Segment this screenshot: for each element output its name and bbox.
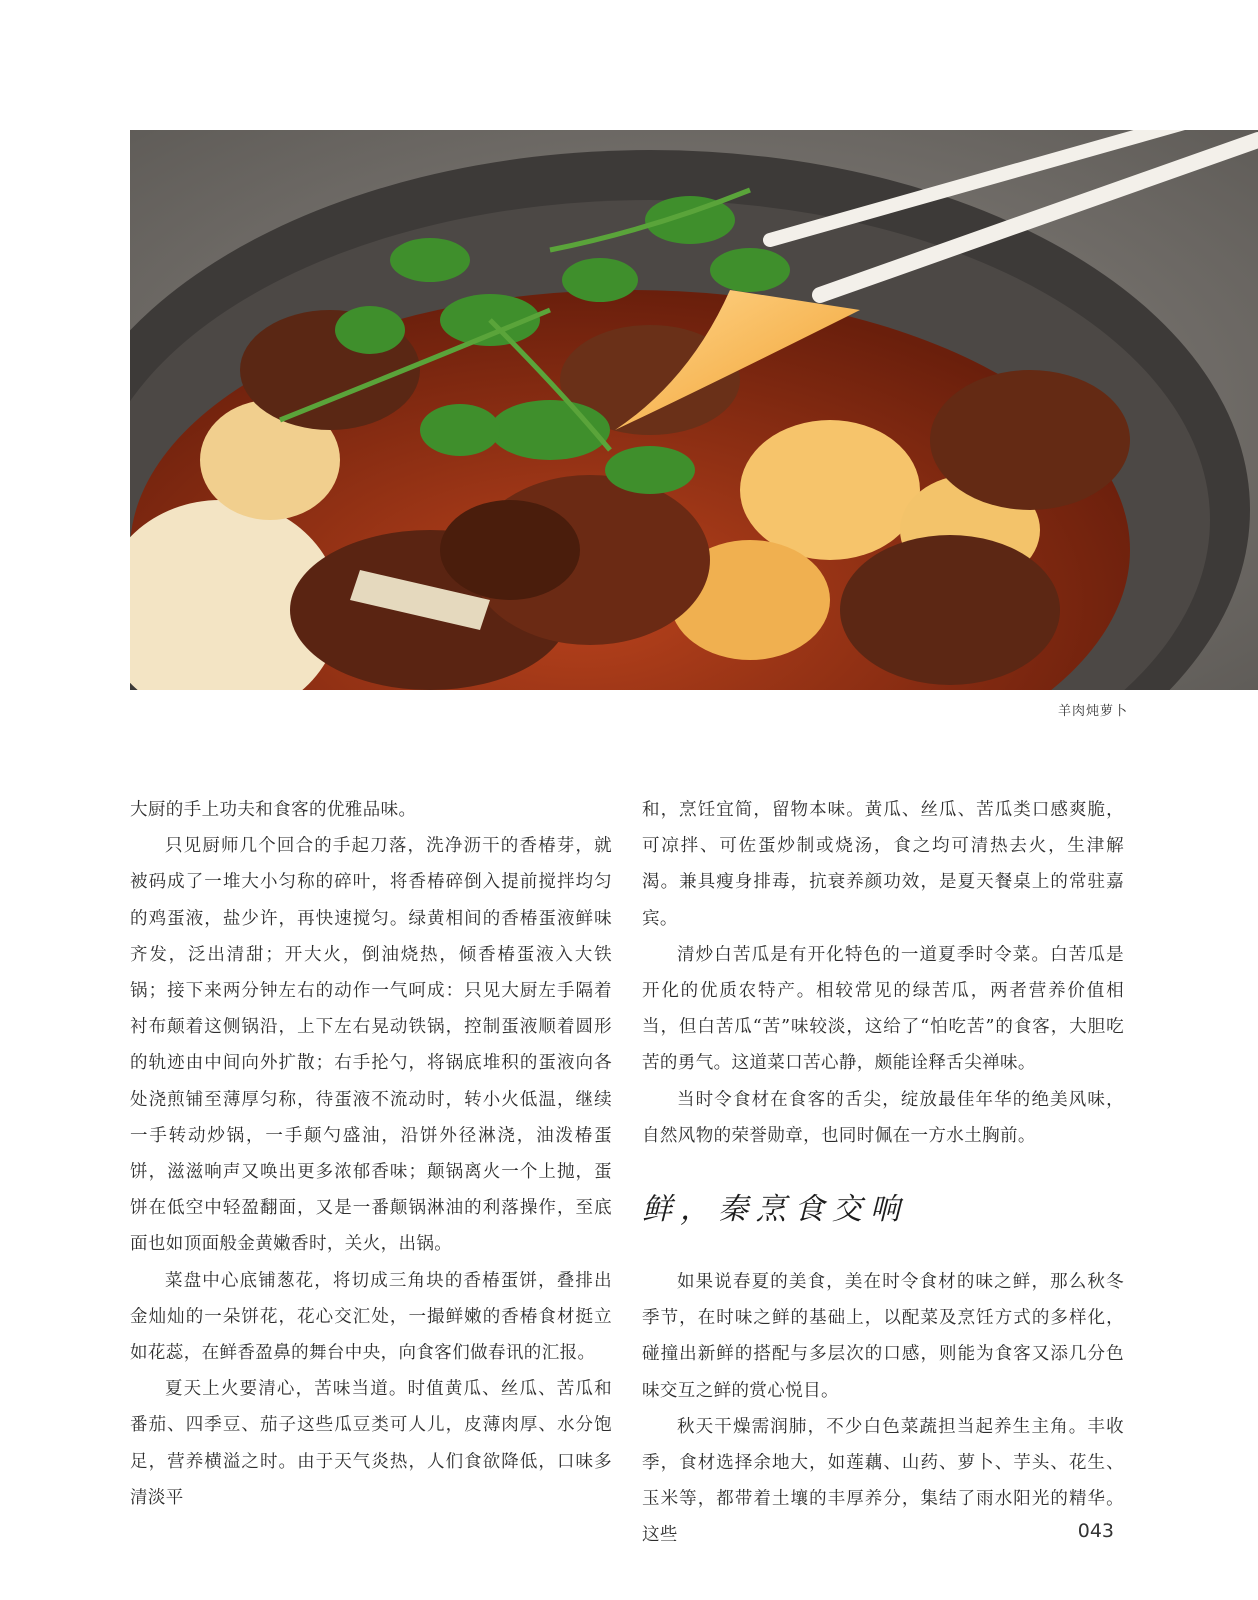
left-column bbox=[130, 792, 612, 1516]
dish-photo bbox=[130, 130, 1258, 690]
paragraph: 如果说春夏的美食，美在时令食材的味之鲜，那么秋冬季节，在时味之鲜的基础上，以配菜及烹饪方式的多样化，碰撞出新鲜的搭配与多层次的口感，则能为食客又添几分色味交互之鲜的赏心悦目。 bbox=[642, 1272, 1124, 1401]
paragraph: 只见厨师几个回合的手起刀落，洗净沥干的香椿芽，就被码成了一堆大小匀称的碎叶，将香椿碎倒入提前搅拌均匀的鸡蛋液，盐少许，再快速搅匀。绿黄相间的香椿蛋液鲜味齐发，泛出清甜；开大火，倒油烧热，倾香椿蛋液入大铁锅；接下来两分钟左右的动作一气呵成：只见大厨左手隔着衬布颠着这侧锅沿，上下左右晃动铁锅，控制蛋液顺着圆形的轨迹由中间向外扩散；右手抡勺，将锅底堆积的蛋液向各处浇煎铺至薄厚匀称，待蛋液不流动时，转小火低温，继续一手转动炒锅，一手颠勺盛油，沿饼外径淋浇，油泼椿蛋饼，滋滋响声又唤出更多浓郁香味；颠锅离火一个上抛，蛋饼在低空中轻盈翻面，又是一番颠锅淋油的利落操作，至底面也如顶面般金黄嫩香时，关火，出锅。 bbox=[130, 836, 612, 1255]
paragraph: 大厨的手上功夫和食客的优雅品味。 bbox=[130, 800, 417, 820]
paragraph: 和，烹饪宜简，留物本味。黄瓜、丝瓜、苦瓜类口感爽脆，可凉拌、可佐蛋炒制或烧汤，食之均可清热去火，生津解渴。兼具瘦身排毒，抗衰养颜功效，是夏天餐桌上的常驻嘉宾。 bbox=[642, 800, 1124, 929]
right-column bbox=[642, 792, 1124, 1554]
section-heading: 鲜，秦烹食交响 bbox=[642, 1192, 908, 1228]
photo-caption: 羊肉炖萝卜 bbox=[1057, 704, 1128, 719]
paragraph: 当时令食材在食客的舌尖，绽放最佳年华的绝美风味，自然风物的荣誉勋章，也同时佩在一方水土胸前。 bbox=[642, 1089, 1124, 1146]
paragraph: 菜盘中心底铺葱花，将切成三角块的香椿蛋饼，叠排出金灿灿的一朵饼花，花心交汇处，一撮鲜嫩的香椿食材挺立如花蕊，在鲜香盈鼻的舞台中央，向食客们做春讯的汇报。 bbox=[130, 1270, 612, 1364]
page-number: 043 bbox=[1077, 1520, 1114, 1542]
paragraph: 清炒白苦瓜是有开化特色的一道夏季时令菜。白苦瓜是开化的优质农特产。相较常见的绿苦瓜，两者营养价值相当，但白苦瓜“苦”味较淡，这给了“怕吃苦”的食客，大胆吃苦的勇气。这道菜口苦心静，颇能诠释舌尖禅味。 bbox=[642, 944, 1124, 1074]
paragraph: 夏天上火要清心，苦味当道。时值黄瓜、丝瓜、苦瓜和番茄、四季豆、茄子这些瓜豆类可人儿，皮薄肉厚、水分饱足，营养横溢之时。由于天气炎热，人们食欲降低，口味多清淡平 bbox=[130, 1379, 612, 1508]
paragraph: 秋天干燥需润肺，不少白色菜蔬担当起养生主角。丰收季，食材选择余地大，如莲藕、山药、萝卜、芋头、花生、玉米等，都带着土壤的丰厚养分，集结了雨水阳光的精华。这些 bbox=[642, 1416, 1124, 1546]
